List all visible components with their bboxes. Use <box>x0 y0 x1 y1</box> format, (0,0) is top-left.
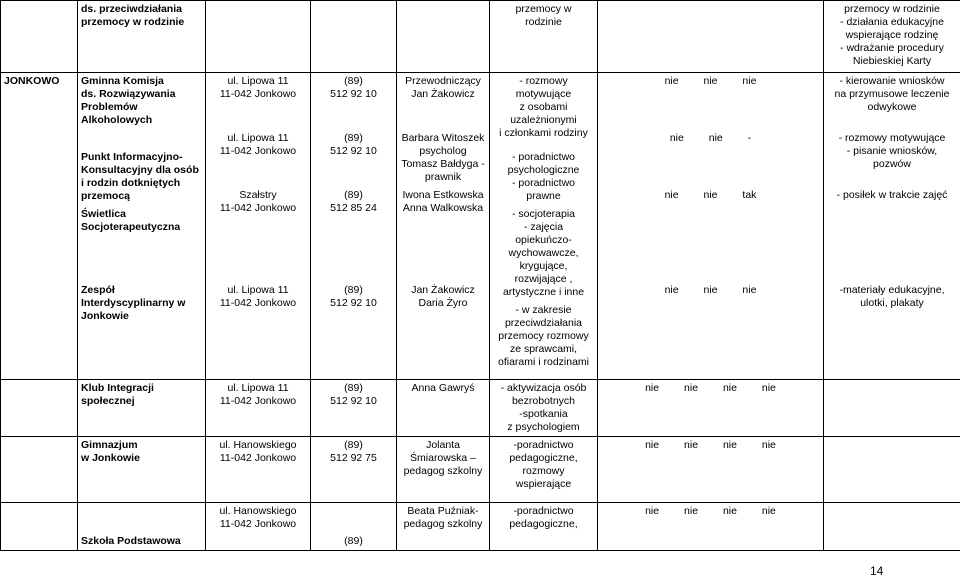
flags: nie nie nie nie <box>598 437 824 503</box>
address: ul. Lipowa 11 11-042 Jonkowo <box>219 132 297 157</box>
phones-cell <box>311 73 397 380</box>
help-forms: - rozmowy motywujące z osobami uzależnionymi i członkami rodziny <box>499 75 588 139</box>
table-row <box>1 380 960 437</box>
institution-name: Świetlica Socjoterapeutyczna <box>81 208 181 233</box>
institution-name: Gimnazjum w Jonkowie <box>78 437 206 503</box>
phone-number: (89) 512 92 10 <box>311 380 397 437</box>
institution-name: Klub Integracji społecznej <box>78 380 206 437</box>
address: ul. Lipowa 11 11-042 Jonkowo <box>206 380 311 437</box>
phone-number: (89) <box>311 503 397 551</box>
address: ul. Hanowskiego 11-042 Jonkowo <box>206 437 311 503</box>
help-forms: - poradnictwo psychologiczne - poradnictwo prawne <box>507 151 580 202</box>
flags: nie nie - <box>669 132 752 144</box>
institution-name: ds. przeciwdziałania przemocy w rodzinie <box>78 1 206 73</box>
flags-cell <box>598 73 824 380</box>
help-forms: - w zakresie przeciwdziałania przemocy rozmowy ze sprawcami, ofiarami i rodzinami <box>497 304 590 368</box>
actions-cell: przemocy w rodzinie - działania edukacyjne wspierające rodzinę - wdrażanie procedury Niebieskiej Karty <box>824 1 960 73</box>
actions: - posiłek w trakcie zajęć <box>836 189 948 201</box>
table-row <box>1 73 960 380</box>
contact-person: Jan Żakowicz Daria Żyro <box>411 284 475 309</box>
flags: nie nie nie <box>664 284 757 296</box>
help-forms: - aktywizacja osób bezrobotnych -spotkania z psychologiem <box>490 380 598 437</box>
contact-person: Iwona Estkowska Anna Walkowska <box>402 189 484 214</box>
address: ul. Lipowa 11 11-042 Jonkowo <box>219 75 297 100</box>
actions: -materiały edukacyjne, ulotki, plakaty <box>839 284 945 309</box>
help-forms: -poradnictwo pedagogiczne, <box>490 503 598 551</box>
institution-name: Punkt Informacyjno- Konsultacyjny dla osób i rodzin dotkniętych przemocą <box>81 151 199 202</box>
address: ul. Hanowskiego 11-042 Jonkowo <box>206 503 311 551</box>
phone-number: (89) 512 92 10 <box>330 75 377 100</box>
phone-number: (89) 512 92 10 <box>330 132 377 157</box>
contact-person: Anna Gawryś <box>397 380 490 437</box>
phone-number: (89) 512 92 10 <box>330 284 377 309</box>
violence-type: przemocy w rodzinie <box>490 1 598 73</box>
contact-person: Barbara Witoszek psycholog Tomasz Bałdyga - prawnik <box>401 132 485 183</box>
flags: nie nie nie <box>664 75 757 87</box>
address: ul. Lipowa 11 11-042 Jonkowo <box>219 284 297 309</box>
persons-cell <box>397 73 490 380</box>
contact-person: Przewodniczący Jan Żakowicz <box>405 75 481 100</box>
forms-cell <box>490 73 598 380</box>
contact-person: Jolanta Śmiarowska – pedagog szkolny <box>397 437 490 503</box>
help-forms: - socjoterapia - zajęcia opiekuńczo- wychowawcze, krygujące, rozwijające , artystyczne i inne <box>502 208 585 298</box>
table-row <box>1 1 960 73</box>
phone-number: (89) 512 85 24 <box>330 189 377 214</box>
flags: nie nie nie nie <box>598 503 824 551</box>
actions: - rozmowy motywujące - pisanie wniosków, pozwów <box>838 132 946 170</box>
institution-name: Zespół Interdyscyplinarny w Jonkowie <box>81 284 186 322</box>
table-row <box>1 437 960 503</box>
address: Szałstry 11-042 Jonkowo <box>219 189 297 214</box>
flags: nie nie nie nie <box>598 380 824 437</box>
institution-name: Gminna Komisja ds. Rozwiązywania Problemów Alkoholowych <box>81 75 176 126</box>
addresses-cell <box>206 73 311 380</box>
contact-person: Beata Puźniak- pedagog szkolny <box>397 503 490 551</box>
table-row <box>1 503 960 551</box>
actions: - kierowanie wniosków na przymusowe leczenie odwykowe <box>834 75 950 113</box>
institution-names-cell <box>78 73 206 380</box>
municipality-name: JONKOWO <box>1 73 78 380</box>
flags: nie nie tak <box>664 189 757 201</box>
actions-cell <box>824 73 960 380</box>
help-forms: -poradnictwo pedagogiczne, rozmowy wspierające <box>490 437 598 503</box>
phone-number: (89) 512 92 75 <box>311 437 397 503</box>
page-number: 14 <box>870 564 884 578</box>
institution-name: Szkoła Podstawowa <box>78 503 206 551</box>
